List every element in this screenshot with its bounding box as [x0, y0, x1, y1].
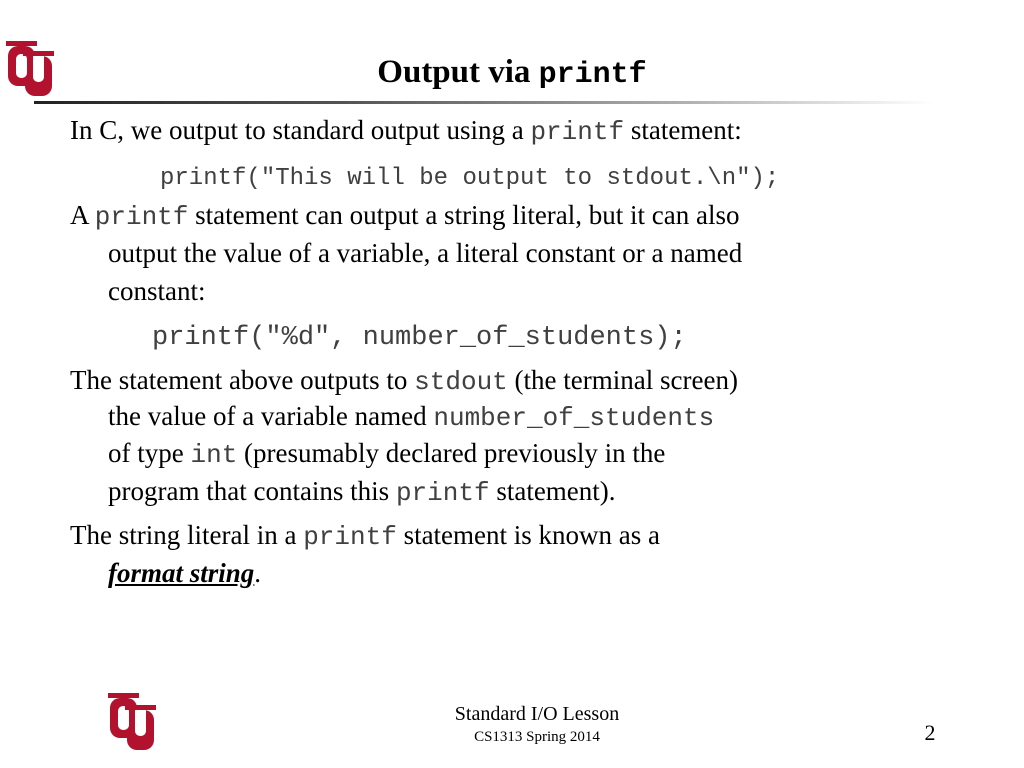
bullet-4-line-2 [108, 558, 1008, 589]
text: program that contains this [108, 476, 390, 506]
text: A [70, 200, 89, 230]
bullet-1-line-1 [70, 115, 970, 147]
footer-subtitle: CS1313 Spring 2014 [474, 729, 600, 745]
code: printf [303, 522, 397, 552]
bullet-4-line-1 [70, 520, 970, 552]
title-text: Output via [377, 54, 531, 90]
bullet-3-line-1 [70, 365, 970, 397]
text: of type [108, 438, 184, 468]
text: (the terminal screen) [514, 365, 738, 395]
bullet-2-line-1 [70, 200, 970, 232]
slide-title [0, 52, 1024, 95]
bullet-2-line-2: output the value of a variable, a literal constant or a named [108, 238, 743, 268]
format-string-term: format string [108, 558, 255, 588]
bullet-2-line-3: constant: [108, 276, 206, 306]
page-number: 2 [924, 720, 936, 745]
code: printf [395, 478, 490, 508]
text: . [254, 558, 262, 588]
bullet-3-line-4 [108, 476, 1008, 508]
title-code: printf [538, 58, 647, 92]
code: printf [94, 202, 189, 232]
code: printf("This will be output to stdout.\n"); [160, 165, 780, 192]
code: stdout [414, 367, 508, 397]
text: statement). [496, 476, 616, 506]
footer-title: Standard I/O Lesson [454, 703, 620, 725]
text: The statement above outputs to [70, 365, 408, 395]
text: statement is known as a [403, 520, 661, 550]
code: number_of_students [433, 403, 715, 433]
ou-logo-bottom [108, 690, 156, 752]
bullet-3-line-3 [108, 438, 1008, 470]
code-example-1 [160, 160, 1024, 192]
title-divider [34, 101, 934, 104]
text: The string literal in a [70, 520, 297, 550]
text: In C, we output to standard output using a [70, 115, 524, 145]
code: printf("%d", number_of_students); [152, 323, 687, 353]
text: statement: [630, 115, 742, 145]
code-example-2 [152, 320, 1024, 353]
code: printf [530, 117, 625, 147]
text: the value of a variable named [108, 401, 427, 431]
text: statement can output a string literal, but it can also [195, 200, 740, 230]
code: int [190, 440, 238, 470]
bullet-3-line-2 [108, 401, 1008, 433]
text: (presumably declared previously in the [244, 438, 666, 468]
